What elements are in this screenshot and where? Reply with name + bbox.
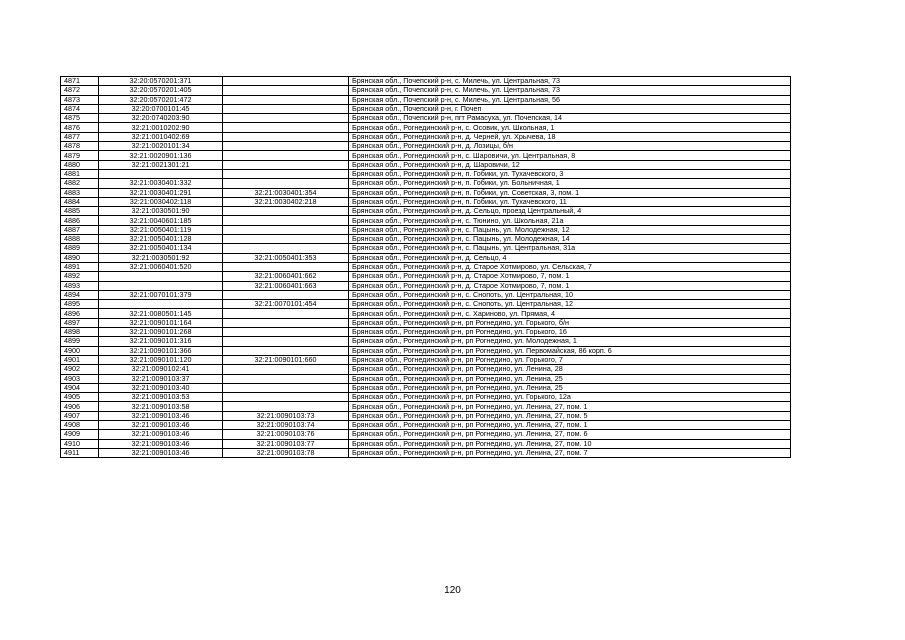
table-row bbox=[61, 272, 791, 281]
row-number-cell: 4911 bbox=[61, 448, 99, 457]
cadastral-number-cell: 32:21:0030501:90 bbox=[99, 207, 223, 216]
row-number-cell: 4905 bbox=[61, 393, 99, 402]
table-row bbox=[61, 328, 791, 337]
row-number-cell: 4878 bbox=[61, 142, 99, 151]
address-cell: Брянская обл., Рогнединский р-н, рп Рогнедино, ул. Ленина, 27, пом. 10 bbox=[349, 439, 791, 448]
table-row bbox=[61, 300, 791, 309]
cadastral-number-cell: 32:21:0050401:134 bbox=[99, 244, 223, 253]
table-row bbox=[61, 179, 791, 188]
row-number-cell: 4881 bbox=[61, 169, 99, 178]
table-row bbox=[61, 104, 791, 113]
table-row bbox=[61, 393, 791, 402]
table-row bbox=[61, 95, 791, 104]
address-cell: Брянская обл., Рогнединский р-н, п. Гобики, ул. Больничная, 1 bbox=[349, 179, 791, 188]
cadastral-number-cell: 32:21:0090101:366 bbox=[99, 346, 223, 355]
table-row bbox=[61, 309, 791, 318]
related-cadastral-number-cell: 32:21:0050401:353 bbox=[223, 253, 349, 262]
table-row bbox=[61, 411, 791, 420]
address-cell: Брянская обл., Рогнединский р-н, п. Гобики, ул. Тухачевского, 3 bbox=[349, 169, 791, 178]
cadastral-number-cell: 32:21:0090103:46 bbox=[99, 411, 223, 420]
cadastral-number-cell bbox=[99, 281, 223, 290]
cadastral-number-cell: 32:20:0570201:472 bbox=[99, 95, 223, 104]
table-row bbox=[61, 420, 791, 429]
related-cadastral-number-cell bbox=[223, 77, 349, 86]
table-row bbox=[61, 365, 791, 374]
row-number-cell: 4883 bbox=[61, 188, 99, 197]
address-cell: Брянская обл., Рогнединский р-н, д. Черней, ул. Хрычева, 18 bbox=[349, 132, 791, 141]
table-row bbox=[61, 132, 791, 141]
row-number-cell: 4887 bbox=[61, 225, 99, 234]
row-number-cell: 4895 bbox=[61, 300, 99, 309]
table-row bbox=[61, 86, 791, 95]
related-cadastral-number-cell bbox=[223, 290, 349, 299]
address-cell: Брянская обл., Рогнединский р-н, рп Рогнедино, ул. Ленина, 28 bbox=[349, 365, 791, 374]
row-number-cell: 4884 bbox=[61, 197, 99, 206]
related-cadastral-number-cell bbox=[223, 216, 349, 225]
related-cadastral-number-cell bbox=[223, 374, 349, 383]
row-number-cell: 4899 bbox=[61, 337, 99, 346]
cadastral-number-cell: 32:21:0090103:58 bbox=[99, 402, 223, 411]
table-row bbox=[61, 169, 791, 178]
related-cadastral-number-cell: 32:21:0090101:660 bbox=[223, 355, 349, 364]
cadastral-number-cell: 32:21:0090103:53 bbox=[99, 393, 223, 402]
table-row bbox=[61, 448, 791, 457]
cadastral-number-cell: 32:21:0050401:119 bbox=[99, 225, 223, 234]
table-row bbox=[61, 346, 791, 355]
address-cell: Брянская обл., Рогнединский р-н, рп Рогнедино, ул. Ленина, 27, пом. 6 bbox=[349, 430, 791, 439]
cadastral-number-cell: 32:20:0570201:371 bbox=[99, 77, 223, 86]
row-number-cell: 4882 bbox=[61, 179, 99, 188]
address-cell: Брянская обл., Почепский р-н, с. Милечь, ул. Центральная, 56 bbox=[349, 95, 791, 104]
address-cell: Брянская обл., Рогнединский р-н, рп Рогнедино, ул. Ленина, 25 bbox=[349, 383, 791, 392]
row-number-cell: 4888 bbox=[61, 235, 99, 244]
related-cadastral-number-cell bbox=[223, 393, 349, 402]
cadastral-number-cell bbox=[99, 272, 223, 281]
related-cadastral-number-cell bbox=[223, 402, 349, 411]
table-row bbox=[61, 160, 791, 169]
row-number-cell: 4875 bbox=[61, 114, 99, 123]
table-row bbox=[61, 151, 791, 160]
property-registry-table bbox=[60, 76, 791, 458]
related-cadastral-number-cell bbox=[223, 104, 349, 113]
address-cell: Брянская обл., Рогнединский р-н, рп Рогнедино, ул. Горького, б/н bbox=[349, 318, 791, 327]
cadastral-number-cell: 32:21:0030401:291 bbox=[99, 188, 223, 197]
address-cell: Брянская обл., Рогнединский р-н, рп Рогнедино, ул. Молодежная, 1 bbox=[349, 337, 791, 346]
related-cadastral-number-cell: 32:21:0060401:662 bbox=[223, 272, 349, 281]
address-cell: Брянская обл., Рогнединский р-н, с. Шаровичи, ул. Центральная, 8 bbox=[349, 151, 791, 160]
page-number: 120 bbox=[444, 585, 461, 596]
address-cell: Брянская обл., Рогнединский р-н, с. Пацынь, ул. Молодежная, 12 bbox=[349, 225, 791, 234]
table-row bbox=[61, 439, 791, 448]
address-cell: Брянская обл., Рогнединский р-н, с. Снопоть, ул. Центральная, 12 bbox=[349, 300, 791, 309]
cadastral-number-cell: 32:21:0090101:268 bbox=[99, 328, 223, 337]
table-row bbox=[61, 262, 791, 271]
related-cadastral-number-cell bbox=[223, 142, 349, 151]
cadastral-number-cell: 32:21:0080501:145 bbox=[99, 309, 223, 318]
related-cadastral-number-cell bbox=[223, 262, 349, 271]
address-cell: Брянская обл., Рогнединский р-н, с. Осовик, ул. Школьная, 1 bbox=[349, 123, 791, 132]
row-number-cell: 4889 bbox=[61, 244, 99, 253]
address-cell: Брянская обл., Рогнединский р-н, д. Старое Хотмирово, 7, пом. 1 bbox=[349, 281, 791, 290]
address-cell: Брянская обл., Рогнединский р-н, д. Старое Хотмирово, 7, пом. 1 bbox=[349, 272, 791, 281]
address-cell: Брянская обл., Почепский р-н, с. Милечь, ул. Центральная, 73 bbox=[349, 86, 791, 95]
address-cell: Брянская обл., Рогнединский р-н, с. Хариново, ул. Прямая, 4 bbox=[349, 309, 791, 318]
table-row bbox=[61, 281, 791, 290]
related-cadastral-number-cell bbox=[223, 318, 349, 327]
related-cadastral-number-cell bbox=[223, 235, 349, 244]
row-number-cell: 4877 bbox=[61, 132, 99, 141]
table-row bbox=[61, 355, 791, 364]
row-number-cell: 4906 bbox=[61, 402, 99, 411]
cadastral-number-cell: 32:21:0090101:120 bbox=[99, 355, 223, 364]
table-row bbox=[61, 235, 791, 244]
row-number-cell: 4873 bbox=[61, 95, 99, 104]
cadastral-number-cell: 32:21:0090101:316 bbox=[99, 337, 223, 346]
related-cadastral-number-cell bbox=[223, 383, 349, 392]
cadastral-number-cell: 32:21:0010402:69 bbox=[99, 132, 223, 141]
row-number-cell: 4910 bbox=[61, 439, 99, 448]
address-cell: Брянская обл., Рогнединский р-н, п. Гобики, ул. Советская, 3, пом. 1 bbox=[349, 188, 791, 197]
row-number-cell: 4885 bbox=[61, 207, 99, 216]
cadastral-number-cell bbox=[99, 169, 223, 178]
row-number-cell: 4872 bbox=[61, 86, 99, 95]
table-row bbox=[61, 142, 791, 151]
related-cadastral-number-cell: 32:21:0030402:218 bbox=[223, 197, 349, 206]
related-cadastral-number-cell bbox=[223, 151, 349, 160]
row-number-cell: 4879 bbox=[61, 151, 99, 160]
address-cell: Брянская обл., Рогнединский р-н, рп Рогнедино, ул. Ленина, 27, пом. 5 bbox=[349, 411, 791, 420]
cadastral-number-cell: 32:21:0030501:92 bbox=[99, 253, 223, 262]
table-row bbox=[61, 337, 791, 346]
table-row bbox=[61, 188, 791, 197]
row-number-cell: 4891 bbox=[61, 262, 99, 271]
related-cadastral-number-cell bbox=[223, 337, 349, 346]
cadastral-number-cell: 32:20:0740203:90 bbox=[99, 114, 223, 123]
address-cell: Брянская обл., Почепский р-н, г. Почеп bbox=[349, 104, 791, 113]
related-cadastral-number-cell: 32:21:0090103:76 bbox=[223, 430, 349, 439]
address-cell: Брянская обл., Рогнединский р-н, рп Рогнедино, ул. Ленина, 25 bbox=[349, 374, 791, 383]
cadastral-number-cell: 32:21:0090103:46 bbox=[99, 420, 223, 429]
table-row bbox=[61, 290, 791, 299]
cadastral-number-cell: 32:21:0090103:37 bbox=[99, 374, 223, 383]
table-row bbox=[61, 123, 791, 132]
cadastral-number-cell: 32:21:0050401:128 bbox=[99, 235, 223, 244]
row-number-cell: 4876 bbox=[61, 123, 99, 132]
cadastral-number-cell: 32:21:0030402:118 bbox=[99, 197, 223, 206]
address-cell: Брянская обл., Рогнединский р-н, д. Старое Хотмирово, ул. Сельская, 7 bbox=[349, 262, 791, 271]
table-row bbox=[61, 253, 791, 262]
related-cadastral-number-cell: 32:21:0030401:354 bbox=[223, 188, 349, 197]
row-number-cell: 4903 bbox=[61, 374, 99, 383]
address-cell: Брянская обл., Рогнединский р-н, д. Лозицы, б/н bbox=[349, 142, 791, 151]
related-cadastral-number-cell bbox=[223, 328, 349, 337]
table-row bbox=[61, 225, 791, 234]
address-cell: Брянская обл., Рогнединский р-н, с. Тюнино, ул. Школьная, 21а bbox=[349, 216, 791, 225]
table-row bbox=[61, 318, 791, 327]
table-body bbox=[61, 77, 791, 458]
cadastral-number-cell: 32:21:0090101:164 bbox=[99, 318, 223, 327]
related-cadastral-number-cell bbox=[223, 225, 349, 234]
related-cadastral-number-cell bbox=[223, 114, 349, 123]
table-row bbox=[61, 216, 791, 225]
related-cadastral-number-cell bbox=[223, 309, 349, 318]
address-cell: Брянская обл., Рогнединский р-н, рп Рогнедино, ул. Горького, 12а bbox=[349, 393, 791, 402]
address-cell: Брянская обл., Рогнединский р-н, с. Пацынь, ул. Центральная, 31а bbox=[349, 244, 791, 253]
row-number-cell: 4880 bbox=[61, 160, 99, 169]
table-row bbox=[61, 402, 791, 411]
cadastral-number-cell: 32:21:0090103:46 bbox=[99, 448, 223, 457]
related-cadastral-number-cell: 32:21:0090103:74 bbox=[223, 420, 349, 429]
address-cell: Брянская обл., Рогнединский р-н, с. Снопоть, ул. Центральная, 10 bbox=[349, 290, 791, 299]
related-cadastral-number-cell bbox=[223, 132, 349, 141]
cadastral-number-cell: 32:21:0090103:40 bbox=[99, 383, 223, 392]
related-cadastral-number-cell bbox=[223, 95, 349, 104]
row-number-cell: 4901 bbox=[61, 355, 99, 364]
table-row bbox=[61, 374, 791, 383]
related-cadastral-number-cell bbox=[223, 207, 349, 216]
row-number-cell: 4908 bbox=[61, 420, 99, 429]
table-row bbox=[61, 244, 791, 253]
row-number-cell: 4894 bbox=[61, 290, 99, 299]
address-cell: Брянская обл., Рогнединский р-н, рп Рогнедино, ул. Ленина, 27, пом. 1 bbox=[349, 420, 791, 429]
table-row bbox=[61, 383, 791, 392]
related-cadastral-number-cell: 32:21:0070101:454 bbox=[223, 300, 349, 309]
address-cell: Брянская обл., Рогнединский р-н, д. Шаровичи, 12 bbox=[349, 160, 791, 169]
related-cadastral-number-cell bbox=[223, 86, 349, 95]
table-row bbox=[61, 430, 791, 439]
row-number-cell: 4892 bbox=[61, 272, 99, 281]
address-cell: Брянская обл., Рогнединский р-н, д. Сельцо, 4 bbox=[349, 253, 791, 262]
related-cadastral-number-cell: 32:21:0090103:78 bbox=[223, 448, 349, 457]
row-number-cell: 4898 bbox=[61, 328, 99, 337]
address-cell: Брянская обл., Рогнединский р-н, рп Рогнедино, ул. Ленина, 27, пом. 7 bbox=[349, 448, 791, 457]
address-cell: Брянская обл., Рогнединский р-н, с. Пацынь, ул. Молодежная, 14 bbox=[349, 235, 791, 244]
row-number-cell: 4909 bbox=[61, 430, 99, 439]
cadastral-number-cell: 32:20:0700101:45 bbox=[99, 104, 223, 113]
related-cadastral-number-cell bbox=[223, 169, 349, 178]
cadastral-number-cell: 32:21:0090103:46 bbox=[99, 439, 223, 448]
cadastral-number-cell: 32:21:0070101:379 bbox=[99, 290, 223, 299]
address-cell: Брянская обл., Почепский р-н, пгт Рамасуха, ул. Почепская, 14 bbox=[349, 114, 791, 123]
row-number-cell: 4890 bbox=[61, 253, 99, 262]
related-cadastral-number-cell: 32:21:0060401:663 bbox=[223, 281, 349, 290]
address-cell: Брянская обл., Почепский р-н, с. Милечь, ул. Центральная, 73 bbox=[349, 77, 791, 86]
table-row bbox=[61, 77, 791, 86]
address-cell: Брянская обл., Рогнединский р-н, д. Сельцо, проезд Центральный, 4 bbox=[349, 207, 791, 216]
cadastral-number-cell: 32:21:0030401:332 bbox=[99, 179, 223, 188]
cadastral-number-cell bbox=[99, 300, 223, 309]
row-number-cell: 4902 bbox=[61, 365, 99, 374]
cadastral-number-cell: 32:21:0021301:21 bbox=[99, 160, 223, 169]
related-cadastral-number-cell: 32:21:0090103:77 bbox=[223, 439, 349, 448]
row-number-cell: 4904 bbox=[61, 383, 99, 392]
cadastral-number-cell: 32:21:0040601:185 bbox=[99, 216, 223, 225]
table-row bbox=[61, 114, 791, 123]
address-cell: Брянская обл., Рогнединский р-н, п. Гобики, ул. Тухачевского, 11 bbox=[349, 197, 791, 206]
table-row bbox=[61, 197, 791, 206]
cadastral-number-cell: 32:21:0020901:136 bbox=[99, 151, 223, 160]
related-cadastral-number-cell: 32:21:0090103:73 bbox=[223, 411, 349, 420]
row-number-cell: 4907 bbox=[61, 411, 99, 420]
row-number-cell: 4896 bbox=[61, 309, 99, 318]
related-cadastral-number-cell bbox=[223, 244, 349, 253]
cadastral-number-cell: 32:21:0090102:41 bbox=[99, 365, 223, 374]
related-cadastral-number-cell bbox=[223, 346, 349, 355]
table-row bbox=[61, 207, 791, 216]
row-number-cell: 4893 bbox=[61, 281, 99, 290]
cadastral-number-cell: 32:20:0570201:405 bbox=[99, 86, 223, 95]
address-cell: Брянская обл., Рогнединский р-н, рп Рогнедино, ул. Ленина, 27, пом. 1 bbox=[349, 402, 791, 411]
row-number-cell: 4886 bbox=[61, 216, 99, 225]
related-cadastral-number-cell bbox=[223, 160, 349, 169]
cadastral-number-cell: 32:21:0020101:34 bbox=[99, 142, 223, 151]
cadastral-number-cell: 32:21:0060401:520 bbox=[99, 262, 223, 271]
address-cell: Брянская обл., Рогнединский р-н, рп Рогнедино, ул. Горького, 7 bbox=[349, 355, 791, 364]
row-number-cell: 4871 bbox=[61, 77, 99, 86]
cadastral-number-cell: 32:21:0010202:90 bbox=[99, 123, 223, 132]
address-cell: Брянская обл., Рогнединский р-н, рп Рогнедино, ул. Первомайская, 86 корп. 6 bbox=[349, 346, 791, 355]
related-cadastral-number-cell bbox=[223, 123, 349, 132]
related-cadastral-number-cell bbox=[223, 179, 349, 188]
address-cell: Брянская обл., Рогнединский р-н, рп Рогнедино, ул. Горького, 16 bbox=[349, 328, 791, 337]
related-cadastral-number-cell bbox=[223, 365, 349, 374]
cadastral-number-cell: 32:21:0090103:46 bbox=[99, 430, 223, 439]
row-number-cell: 4900 bbox=[61, 346, 99, 355]
row-number-cell: 4897 bbox=[61, 318, 99, 327]
row-number-cell: 4874 bbox=[61, 104, 99, 113]
